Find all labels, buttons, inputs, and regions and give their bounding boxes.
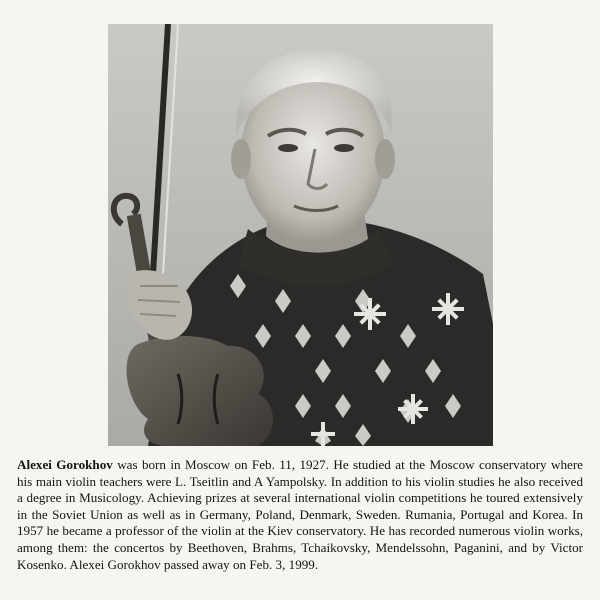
biography-paragraph <box>17 457 583 573</box>
portrait-photo <box>108 24 493 446</box>
biography-name: Alexei Gorokhov <box>17 457 113 473</box>
biography-text: was born in Moscow on Feb. 11, 1927. He studied at the Moscow conservatory where his main violin teachers were L. Tseitlin and A Yampolsky. In addition to his violin studies he also received a degree in Musicology. Achieving prizes at several international violin competitions he toured extensively in the Soviet Union as well as in Germany, Poland, Denmark, Sweden. Rumania, Portugal and Korea. In 1957 he became a professor of the violin at the Kiev conservatory. He has recorded numerous violin works, among them: the concertos by Beethoven, Brahms, Tchaikovsky, Mendelssohn, Paganini, and by Victor Kosenko. Alexei Gorokhov passed away on Feb. 3, 1999. <box>17 457 583 572</box>
portrait-photo-image <box>108 24 493 446</box>
